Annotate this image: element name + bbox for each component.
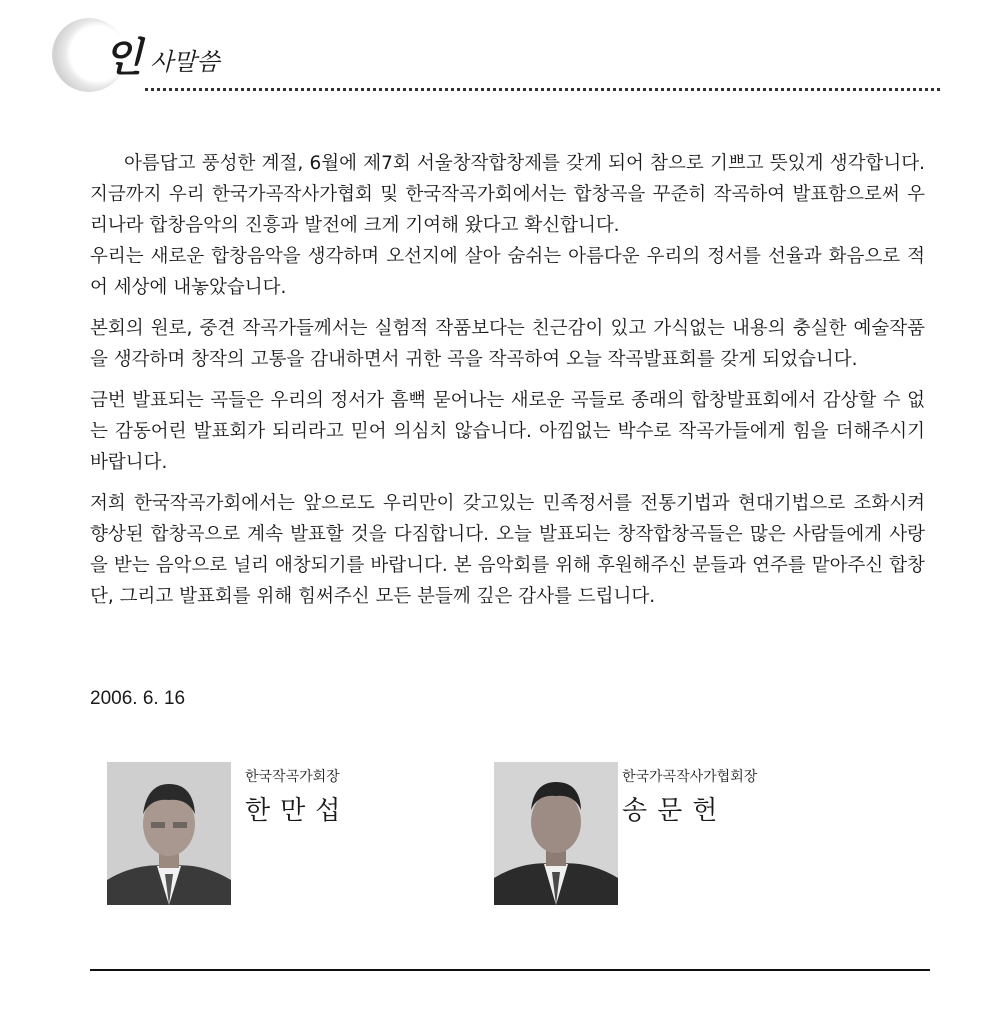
paragraph-4: 금번 발표되는 곡들은 우리의 정서가 흠뻑 묻어나는 새로운 곡들로 종래의 합창발표회에서 감상할 수 없는 감동어린 발표회가 되리라고 믿어 의심치 않습니다. 아낌없는 박수로 작곡가들에게 힘을 더해주시기 바랍니다. bbox=[90, 390, 925, 473]
title-first-char: 인 bbox=[104, 35, 143, 81]
paragraph-2: 우리는 새로운 합창음악을 생각하며 오선지에 살아 숨쉬는 아름다운 우리의 정서를 선율과 화음으로 적어 세상에 내놓았습니다. bbox=[90, 246, 925, 298]
signer-name-2: 송문헌 bbox=[622, 796, 728, 826]
bottom-rule bbox=[90, 969, 930, 971]
paragraph-5: 저희 한국작곡가회에서는 앞으로도 우리만이 갖고있는 민족정서를 전통기법과 현대기법으로 조화시켜 향상된 합창곡으로 계속 발표할 것을 다짐합니다. 오늘 발표되는 창작합창곡들은 많은 사람들에게 사랑을 받는 음악으로 널리 애창되기를 바랍니다. 본 음악회를 위해 후원해주신 분들과 연주를 맡아주신 합창단, 그리고 발표회를 위해 힘써주신 모든 분들께 깊은 감사를 드립니다. bbox=[90, 493, 925, 607]
paragraph-1: 아름답고 풍성한 계절, 6월에 제7회 서울창작합창제를 갖게 되어 참으로 기쁘고 뜻있게 생각합니다. 지금까지 우리 한국가곡작사가협회 및 한국작곡가회에서는 합창곡을 꾸준히 작곡하여 발표함으로써 우리나라 합창음악의 진흥과 발전에 크게 기여해 왔다고 확신합니다. bbox=[90, 153, 925, 236]
signer-role-1: 한국작곡가회장 bbox=[245, 769, 340, 785]
title-rest: 사말씀 bbox=[150, 48, 220, 76]
paragraph-3: 본회의 원로, 중견 작곡가들께서는 실험적 작품보다는 친근감이 있고 가식없는 내용의 충실한 예술작품을 생각하며 창작의 고통을 감내하면서 귀한 곡을 작곡하여 오늘 작곡발표회를 갖게 되었습니다. bbox=[90, 318, 925, 370]
dotted-divider bbox=[145, 88, 940, 91]
portrait-photo-2 bbox=[494, 762, 618, 905]
page-header bbox=[40, 18, 950, 98]
portrait-photo-1 bbox=[107, 762, 231, 905]
signer-role-2: 한국가곡작사가협회장 bbox=[622, 769, 758, 785]
date: 2006. 6. 16 bbox=[90, 688, 186, 709]
signer-name-1: 한만섭 bbox=[245, 796, 351, 826]
greeting-body bbox=[90, 148, 925, 622]
